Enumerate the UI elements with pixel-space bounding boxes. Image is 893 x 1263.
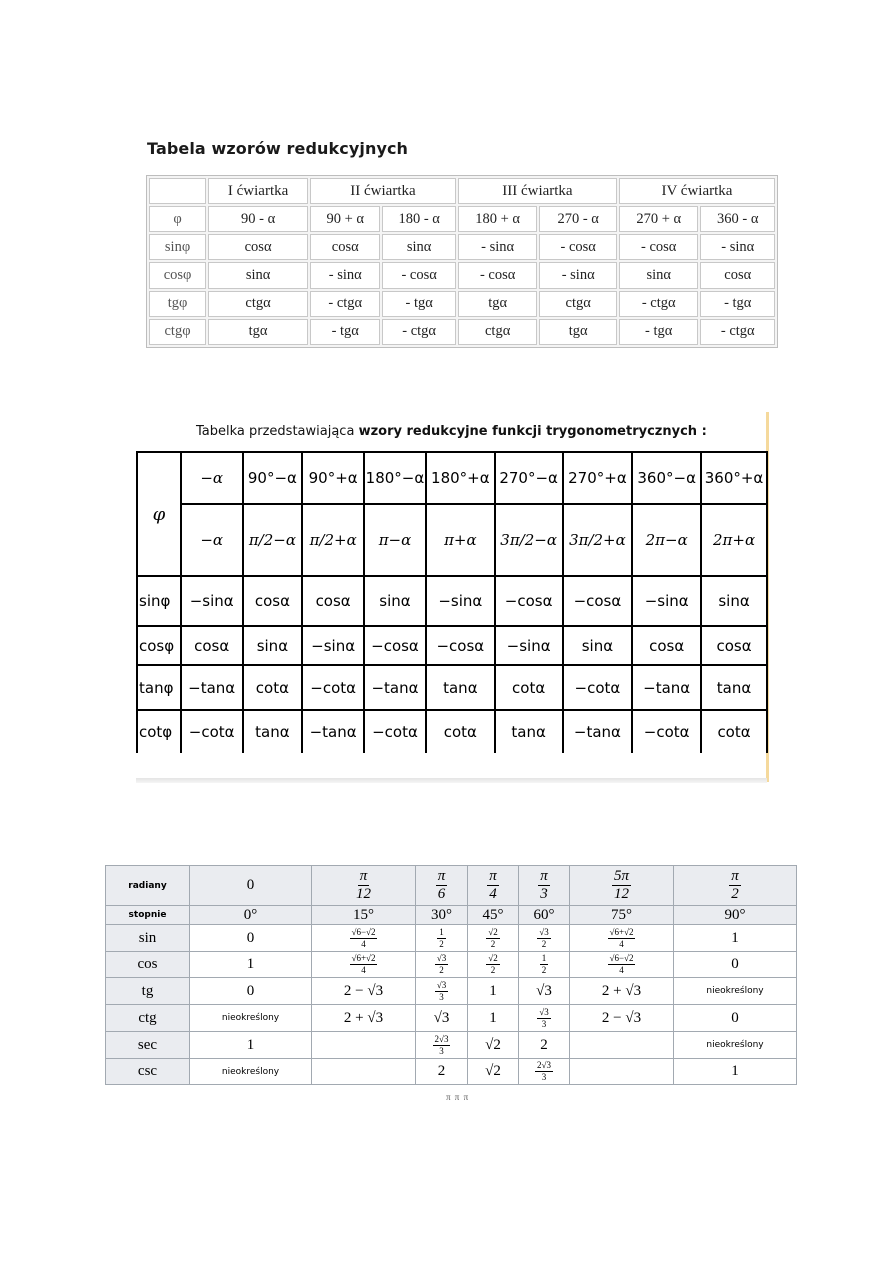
function-label: ctg bbox=[106, 1005, 190, 1032]
table-cell: cotα bbox=[243, 665, 303, 710]
corner-cell bbox=[149, 178, 206, 204]
table-cell: −sinα bbox=[302, 626, 364, 665]
function-label: cotφ bbox=[137, 710, 181, 753]
table-cell: cotα bbox=[426, 710, 495, 753]
degree-header: 180°+α bbox=[426, 452, 495, 504]
table-cell: −cotα bbox=[364, 710, 426, 753]
table-cell bbox=[416, 952, 468, 978]
fraction: $\frac{\pi}{3}$ bbox=[540, 868, 548, 902]
angle-header: 180 + α bbox=[458, 206, 538, 232]
caption-prefix: Tabelka przedstawiająca bbox=[196, 424, 359, 439]
degree-header: 90°+α bbox=[302, 452, 364, 504]
fraction: $\frac{\pi}{6}$ bbox=[437, 868, 446, 902]
table-cell: −cosα bbox=[495, 576, 563, 626]
function-label: sinφ bbox=[137, 576, 181, 626]
table-cell: −sinα bbox=[426, 576, 495, 626]
table-cell: tanα bbox=[701, 665, 767, 710]
table-cell: - cosα bbox=[458, 262, 538, 288]
angle-header: 270 + α bbox=[619, 206, 699, 232]
radian-value: 0 bbox=[190, 866, 312, 906]
fraction: $\frac{\pi}{12}$ bbox=[356, 868, 371, 902]
table-cell: tgα bbox=[458, 291, 538, 317]
function-label: tanφ bbox=[137, 665, 181, 710]
degree-header: 270°−α bbox=[495, 452, 563, 504]
row-label-radiany: radiany bbox=[106, 866, 190, 906]
table-cell: nieokreślony bbox=[190, 1059, 312, 1085]
degree-value: 60° bbox=[519, 906, 570, 925]
table-cell: 0 bbox=[674, 1005, 797, 1032]
table-cell: nieokreślony bbox=[674, 978, 797, 1005]
fraction: $\frac{2√3}{3}$ bbox=[537, 1060, 551, 1082]
table1-title: Tabela wzorów redukcyjnych bbox=[147, 139, 409, 158]
table-cell: 1 bbox=[468, 978, 519, 1005]
function-label: tg bbox=[106, 978, 190, 1005]
caption-bold: wzory redukcyjne funkcji trygonometrycznych : bbox=[358, 424, 707, 439]
table-cell: - tgα bbox=[700, 291, 775, 317]
table-cell: sinα bbox=[701, 576, 767, 626]
degree-header: −α bbox=[181, 452, 243, 504]
fraction: $\frac{√2}{2}$ bbox=[488, 953, 498, 975]
table-cell: - ctgα bbox=[310, 291, 380, 317]
table-cell: 2 − √3 bbox=[312, 978, 416, 1005]
table-cell: cosα bbox=[243, 576, 303, 626]
reduction-table-1-grid bbox=[147, 176, 777, 347]
table-cell: tanα bbox=[243, 710, 303, 753]
table-cell: 1 bbox=[190, 952, 312, 978]
table-cell: cosα bbox=[302, 576, 364, 626]
cropped-formula-fragment: π π π bbox=[446, 1092, 470, 1102]
table-cell: −cotα bbox=[632, 710, 701, 753]
table-cell bbox=[519, 1005, 570, 1032]
table-cell bbox=[519, 925, 570, 952]
function-label: cosφ bbox=[149, 262, 206, 288]
table-cell: - sinα bbox=[700, 234, 775, 260]
table-cell bbox=[416, 925, 468, 952]
function-label: sin bbox=[106, 925, 190, 952]
table-cell: - tgα bbox=[619, 319, 699, 345]
table-cell bbox=[570, 952, 674, 978]
phi-label: φ bbox=[137, 452, 181, 576]
table-cell: - cosα bbox=[539, 234, 617, 260]
table-cell: 1 bbox=[468, 1005, 519, 1032]
phi-label: φ bbox=[149, 206, 206, 232]
degree-header: 270°+α bbox=[563, 452, 633, 504]
table-cell bbox=[312, 925, 416, 952]
table-cell: −tanα bbox=[632, 665, 701, 710]
table-cell: sinα bbox=[382, 234, 455, 260]
table-cell: ctgα bbox=[458, 319, 538, 345]
table-cell: cosα bbox=[181, 626, 243, 665]
table-cell: tanα bbox=[426, 665, 495, 710]
table-cell bbox=[416, 978, 468, 1005]
table-cell: - tgα bbox=[382, 291, 455, 317]
table-cell: tanα bbox=[495, 710, 563, 753]
radian-value bbox=[312, 866, 416, 906]
panel-bottom-shadow bbox=[136, 778, 767, 783]
reduction-table-1 bbox=[146, 175, 778, 348]
function-label: cosφ bbox=[137, 626, 181, 665]
table-cell: 0 bbox=[190, 925, 312, 952]
table-cell: 0 bbox=[674, 952, 797, 978]
table-cell: - ctgα bbox=[619, 291, 699, 317]
table-cell: cotα bbox=[495, 665, 563, 710]
table-cell bbox=[312, 1032, 416, 1059]
fraction: $\frac{√3}{2}$ bbox=[436, 953, 447, 975]
degree-value: 0° bbox=[190, 906, 312, 925]
table-cell: 2 bbox=[519, 1032, 570, 1059]
table-cell: −cotα bbox=[563, 665, 633, 710]
radian-value bbox=[570, 866, 674, 906]
table-cell: −cosα bbox=[364, 626, 426, 665]
table-cell: −sinα bbox=[495, 626, 563, 665]
degree-value: 45° bbox=[468, 906, 519, 925]
fraction: $\frac{2√3}{3}$ bbox=[434, 1033, 449, 1056]
quarter-header: II ćwiartka bbox=[310, 178, 456, 204]
radian-header: 3π/2−α bbox=[495, 504, 563, 576]
table-cell: nieokreślony bbox=[674, 1032, 797, 1059]
degree-header: 360°−α bbox=[632, 452, 701, 504]
degree-header: 360°+α bbox=[701, 452, 767, 504]
table-cell bbox=[312, 1059, 416, 1085]
radian-value bbox=[416, 866, 468, 906]
table-cell: 0 bbox=[190, 978, 312, 1005]
table-cell: −sinα bbox=[632, 576, 701, 626]
table-cell bbox=[312, 952, 416, 978]
fraction: $\frac{5\pi}{12}$ bbox=[613, 868, 629, 902]
table-cell: cosα bbox=[700, 262, 775, 288]
table-cell bbox=[519, 952, 570, 978]
table-cell: ctgα bbox=[539, 291, 617, 317]
function-label: ctgφ bbox=[149, 319, 206, 345]
radian-header: π/2+α bbox=[302, 504, 364, 576]
table-cell: −tanα bbox=[563, 710, 633, 753]
table-cell: nieokreślony bbox=[190, 1005, 312, 1032]
fraction: $\frac{\pi}{4}$ bbox=[489, 868, 497, 902]
table-cell: √3 bbox=[416, 1005, 468, 1032]
table-cell: tgα bbox=[208, 319, 308, 345]
table-cell: √2 bbox=[468, 1032, 519, 1059]
fraction: $\frac{√2}{2}$ bbox=[488, 926, 498, 949]
table-cell bbox=[570, 925, 674, 952]
table-cell: 1 bbox=[674, 1059, 797, 1085]
radian-header: 3π/2+α bbox=[563, 504, 633, 576]
degree-value: 75° bbox=[570, 906, 674, 925]
radian-header: π−α bbox=[364, 504, 426, 576]
table-cell bbox=[468, 952, 519, 978]
degree-header: 180°−α bbox=[364, 452, 426, 504]
table-cell: cosα bbox=[310, 234, 380, 260]
table-cell: - ctgα bbox=[700, 319, 775, 345]
table-cell: sinα bbox=[364, 576, 426, 626]
function-label: cos bbox=[106, 952, 190, 978]
fraction: $\frac{√6-√2}{4}$ bbox=[609, 953, 634, 975]
table-cell: cosα bbox=[701, 626, 767, 665]
radian-value bbox=[519, 866, 570, 906]
function-label: sec bbox=[106, 1032, 190, 1059]
reduction-table-2-grid bbox=[136, 451, 768, 753]
degree-header: 90°−α bbox=[243, 452, 303, 504]
radian-header: 2π−α bbox=[632, 504, 701, 576]
table-cell: tgα bbox=[539, 319, 617, 345]
table-cell: - ctgα bbox=[382, 319, 455, 345]
table-cell: 2 − √3 bbox=[570, 1005, 674, 1032]
table-cell: 1 bbox=[674, 925, 797, 952]
quarter-header: III ćwiartka bbox=[458, 178, 617, 204]
table-cell: √2 bbox=[468, 1059, 519, 1085]
angle-header: 360 - α bbox=[700, 206, 775, 232]
table-cell: −tanα bbox=[302, 710, 364, 753]
table-cell: - sinα bbox=[458, 234, 538, 260]
function-label: sinφ bbox=[149, 234, 206, 260]
angle-header: 180 - α bbox=[382, 206, 455, 232]
fraction: $\frac{√3}{3}$ bbox=[436, 979, 447, 1002]
table-cell: √3 bbox=[519, 978, 570, 1005]
table-cell: 2 + √3 bbox=[312, 1005, 416, 1032]
table-cell: cosα bbox=[208, 234, 308, 260]
table2-caption bbox=[196, 424, 707, 439]
table-cell: sinα bbox=[208, 262, 308, 288]
quarter-header: I ćwiartka bbox=[208, 178, 308, 204]
table-cell: sinα bbox=[243, 626, 303, 665]
function-label: csc bbox=[106, 1059, 190, 1085]
trig-values-table bbox=[105, 865, 797, 1085]
radian-header: −α bbox=[181, 504, 243, 576]
degree-value: 30° bbox=[416, 906, 468, 925]
table-cell: −cosα bbox=[563, 576, 633, 626]
table-cell: cosα bbox=[632, 626, 701, 665]
table-cell: ctgα bbox=[208, 291, 308, 317]
angle-header: 90 + α bbox=[310, 206, 380, 232]
fraction: $\frac{\pi}{2}$ bbox=[731, 868, 739, 902]
fraction: $\frac{√6+√2}{4}$ bbox=[609, 926, 634, 949]
angle-header: 90 - α bbox=[208, 206, 308, 232]
table-cell bbox=[416, 1032, 468, 1059]
function-label: tgφ bbox=[149, 291, 206, 317]
fraction: $\frac{√3}{2}$ bbox=[539, 926, 549, 949]
table-cell bbox=[570, 1032, 674, 1059]
table-cell: cotα bbox=[701, 710, 767, 753]
fraction: $\frac{√6-√2}{4}$ bbox=[351, 926, 376, 949]
table-cell bbox=[519, 1059, 570, 1085]
degree-value: 90° bbox=[674, 906, 797, 925]
fraction: $\frac{√6+√2}{4}$ bbox=[351, 953, 376, 975]
table-cell bbox=[570, 1059, 674, 1085]
table-cell: - tgα bbox=[310, 319, 380, 345]
row-label-stopnie: stopnie bbox=[106, 906, 190, 925]
table-cell: - cosα bbox=[382, 262, 455, 288]
reduction-table-2 bbox=[136, 451, 768, 753]
table-cell: 2 + √3 bbox=[570, 978, 674, 1005]
table-cell: −cosα bbox=[426, 626, 495, 665]
quarter-header: IV ćwiartka bbox=[619, 178, 775, 204]
angle-header: 270 - α bbox=[539, 206, 617, 232]
table-cell: −cotα bbox=[302, 665, 364, 710]
radian-value bbox=[468, 866, 519, 906]
table-cell: −sinα bbox=[181, 576, 243, 626]
table-cell: −tanα bbox=[181, 665, 243, 710]
radian-header: 2π+α bbox=[701, 504, 767, 576]
radian-header: π/2−α bbox=[243, 504, 303, 576]
table-cell: 2 bbox=[416, 1059, 468, 1085]
table-cell: sinα bbox=[619, 262, 699, 288]
table-cell bbox=[468, 925, 519, 952]
table-cell: sinα bbox=[563, 626, 633, 665]
table-cell: −tanα bbox=[364, 665, 426, 710]
table-cell: −cotα bbox=[181, 710, 243, 753]
radian-header: π+α bbox=[426, 504, 495, 576]
fraction: $\frac{1}{2}$ bbox=[541, 953, 547, 975]
table-cell: 1 bbox=[190, 1032, 312, 1059]
fraction: $\frac{√3}{3}$ bbox=[539, 1006, 549, 1029]
fraction: $\frac{1}{2}$ bbox=[439, 926, 444, 949]
table-cell: - sinα bbox=[539, 262, 617, 288]
table-cell: - cosα bbox=[619, 234, 699, 260]
radian-value bbox=[674, 866, 797, 906]
table-cell: - sinα bbox=[310, 262, 380, 288]
degree-value: 15° bbox=[312, 906, 416, 925]
